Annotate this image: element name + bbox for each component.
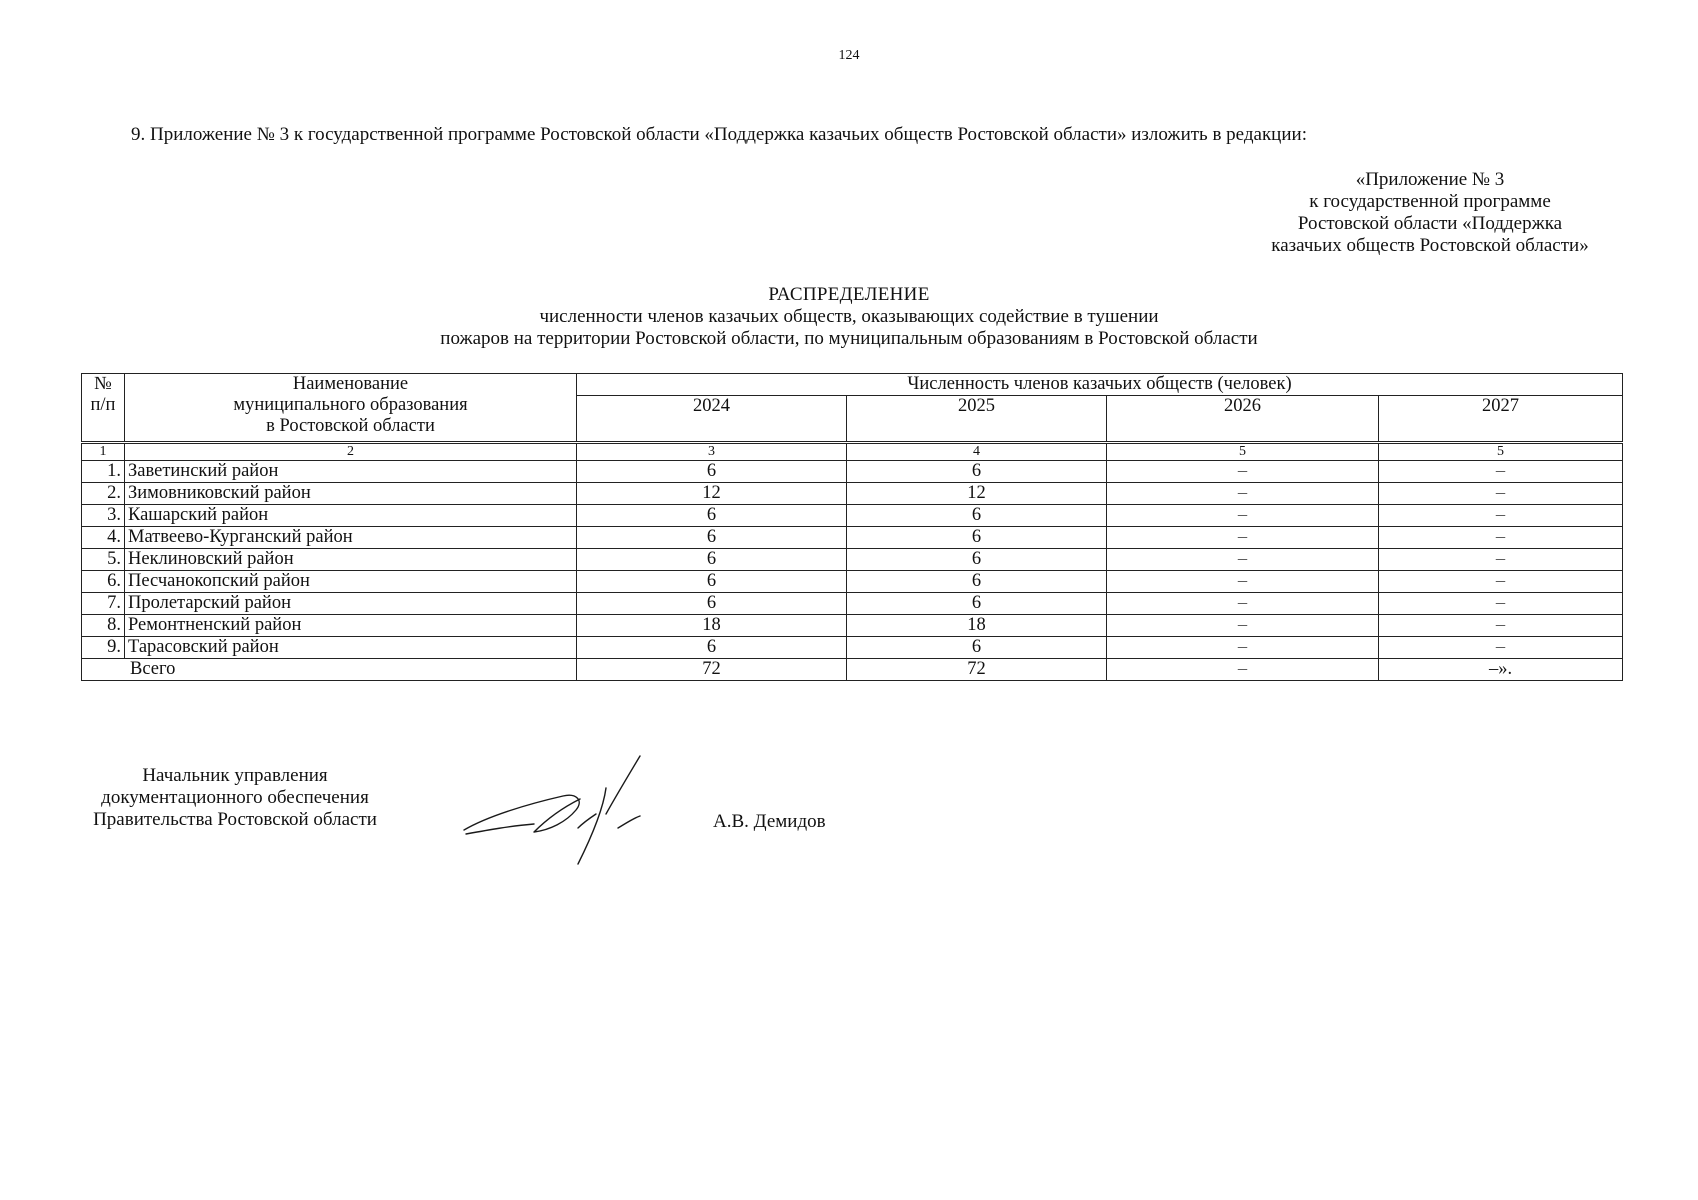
total-value-2024: 72 bbox=[577, 659, 847, 681]
row-value-2026: – bbox=[1107, 483, 1379, 505]
row-value-2024: 6 bbox=[577, 549, 847, 571]
row-value-2027: – bbox=[1379, 483, 1623, 505]
row-name: Неклиновский район bbox=[125, 549, 577, 571]
row-name: Зимовниковский район bbox=[125, 483, 577, 505]
total-value-2026: – bbox=[1107, 659, 1379, 681]
row-value-2024: 12 bbox=[577, 483, 847, 505]
column-index: 1 bbox=[82, 443, 125, 461]
header-num-line: № bbox=[94, 374, 112, 394]
header-name bbox=[125, 374, 577, 443]
row-number: 6. bbox=[82, 571, 125, 593]
row-number: 7. bbox=[82, 593, 125, 615]
row-value-2026: – bbox=[1107, 593, 1379, 615]
row-value-2025: 6 bbox=[847, 637, 1107, 659]
row-value-2027: – bbox=[1379, 505, 1623, 527]
row-name: Тарасовский район bbox=[125, 637, 577, 659]
total-value-2027: –». bbox=[1379, 659, 1623, 681]
header-name-line: муниципального образования bbox=[233, 395, 468, 415]
row-value-2027: – bbox=[1379, 549, 1623, 571]
column-index: 2 bbox=[125, 443, 577, 461]
total-label: Всего bbox=[82, 659, 577, 681]
row-value-2024: 6 bbox=[577, 593, 847, 615]
row-value-2027: – bbox=[1379, 637, 1623, 659]
row-value-2026: – bbox=[1107, 527, 1379, 549]
row-number: 1. bbox=[82, 461, 125, 483]
handwritten-signature bbox=[458, 752, 668, 867]
row-name: Кашарский район bbox=[125, 505, 577, 527]
row-value-2025: 12 bbox=[847, 483, 1107, 505]
row-number: 3. bbox=[82, 505, 125, 527]
table-row bbox=[82, 593, 1623, 615]
row-value-2024: 6 bbox=[577, 527, 847, 549]
table-row bbox=[82, 483, 1623, 505]
header-num-line: п/п bbox=[90, 395, 116, 415]
header-year: 2024 bbox=[577, 396, 847, 443]
total-value-2025: 72 bbox=[847, 659, 1107, 681]
distribution-table bbox=[81, 373, 1623, 681]
row-name: Матвеево-Курганский район bbox=[125, 527, 577, 549]
row-value-2024: 6 bbox=[577, 571, 847, 593]
table-row bbox=[82, 461, 1623, 483]
row-number: 5. bbox=[82, 549, 125, 571]
column-index: 3 bbox=[577, 443, 847, 461]
table-row bbox=[82, 505, 1623, 527]
appendix-line: Ростовской области «Поддержка bbox=[1297, 213, 1563, 234]
table-row bbox=[82, 549, 1623, 571]
signatory-name: А.В. Демидов bbox=[713, 811, 826, 832]
header-num bbox=[82, 374, 125, 443]
header-name-line: в Ростовской области bbox=[266, 416, 435, 436]
row-value-2026: – bbox=[1107, 571, 1379, 593]
row-value-2025: 6 bbox=[847, 549, 1107, 571]
row-value-2026: – bbox=[1107, 615, 1379, 637]
row-number: 2. bbox=[82, 483, 125, 505]
row-number: 9. bbox=[82, 637, 125, 659]
title-subline: пожаров на территории Ростовской области, по муниципальным образованиям в Ростовской области bbox=[440, 328, 1258, 349]
column-index-row bbox=[82, 443, 1623, 461]
header-row bbox=[82, 374, 1623, 396]
column-index: 4 bbox=[847, 443, 1107, 461]
row-value-2026: – bbox=[1107, 461, 1379, 483]
appendix-header bbox=[1240, 169, 1620, 257]
table-row bbox=[82, 615, 1623, 637]
title-subline: численности членов казачьих обществ, оказывающих содействие в тушении bbox=[539, 306, 1159, 327]
title-main: РАСПРЕДЕЛЕНИЕ bbox=[768, 284, 930, 305]
appendix-line: «Приложение № 3 bbox=[1355, 169, 1505, 190]
row-value-2027: – bbox=[1379, 461, 1623, 483]
row-value-2025: 6 bbox=[847, 505, 1107, 527]
signatory-line: Начальник управления bbox=[142, 765, 328, 786]
signatory-line: документационного обеспечения bbox=[101, 787, 369, 808]
table-row bbox=[82, 527, 1623, 549]
header-year: 2025 bbox=[847, 396, 1107, 443]
intro-paragraph: 9. Приложение № 3 к государственной программе Ростовской области «Поддержка казачьих обществ Ростовской области» изложить в редакции: bbox=[131, 124, 1307, 145]
row-value-2025: 6 bbox=[847, 571, 1107, 593]
table-row bbox=[82, 571, 1623, 593]
page-number: 124 bbox=[838, 48, 860, 63]
row-value-2025: 6 bbox=[847, 527, 1107, 549]
header-name-line: Наименование bbox=[292, 374, 409, 394]
header-group: Численность членов казачьих обществ (человек) bbox=[577, 374, 1623, 396]
appendix-line: казачьих обществ Ростовской области» bbox=[1271, 235, 1589, 256]
column-index: 5 bbox=[1379, 443, 1623, 461]
row-number: 4. bbox=[82, 527, 125, 549]
row-value-2024: 18 bbox=[577, 615, 847, 637]
row-name: Пролетарский район bbox=[125, 593, 577, 615]
total-row bbox=[82, 659, 1623, 681]
row-name: Песчанокопский район bbox=[125, 571, 577, 593]
row-name: Заветинский район bbox=[125, 461, 577, 483]
row-value-2027: – bbox=[1379, 527, 1623, 549]
row-value-2027: – bbox=[1379, 571, 1623, 593]
row-value-2024: 6 bbox=[577, 461, 847, 483]
row-value-2025: 6 bbox=[847, 461, 1107, 483]
row-value-2025: 6 bbox=[847, 593, 1107, 615]
column-index: 5 bbox=[1107, 443, 1379, 461]
row-value-2027: – bbox=[1379, 593, 1623, 615]
row-value-2025: 18 bbox=[847, 615, 1107, 637]
appendix-line: к государственной программе bbox=[1309, 191, 1551, 212]
signatory-position bbox=[80, 765, 390, 831]
document-title bbox=[0, 284, 1698, 350]
row-value-2024: 6 bbox=[577, 637, 847, 659]
signatory-line: Правительства Ростовской области bbox=[93, 809, 377, 830]
table-row bbox=[82, 637, 1623, 659]
row-value-2027: – bbox=[1379, 615, 1623, 637]
row-name: Ремонтненский район bbox=[125, 615, 577, 637]
header-year: 2026 bbox=[1107, 396, 1379, 443]
row-value-2026: – bbox=[1107, 549, 1379, 571]
row-value-2026: – bbox=[1107, 505, 1379, 527]
row-value-2024: 6 bbox=[577, 505, 847, 527]
header-year: 2027 bbox=[1379, 396, 1623, 443]
row-value-2026: – bbox=[1107, 637, 1379, 659]
row-number: 8. bbox=[82, 615, 125, 637]
